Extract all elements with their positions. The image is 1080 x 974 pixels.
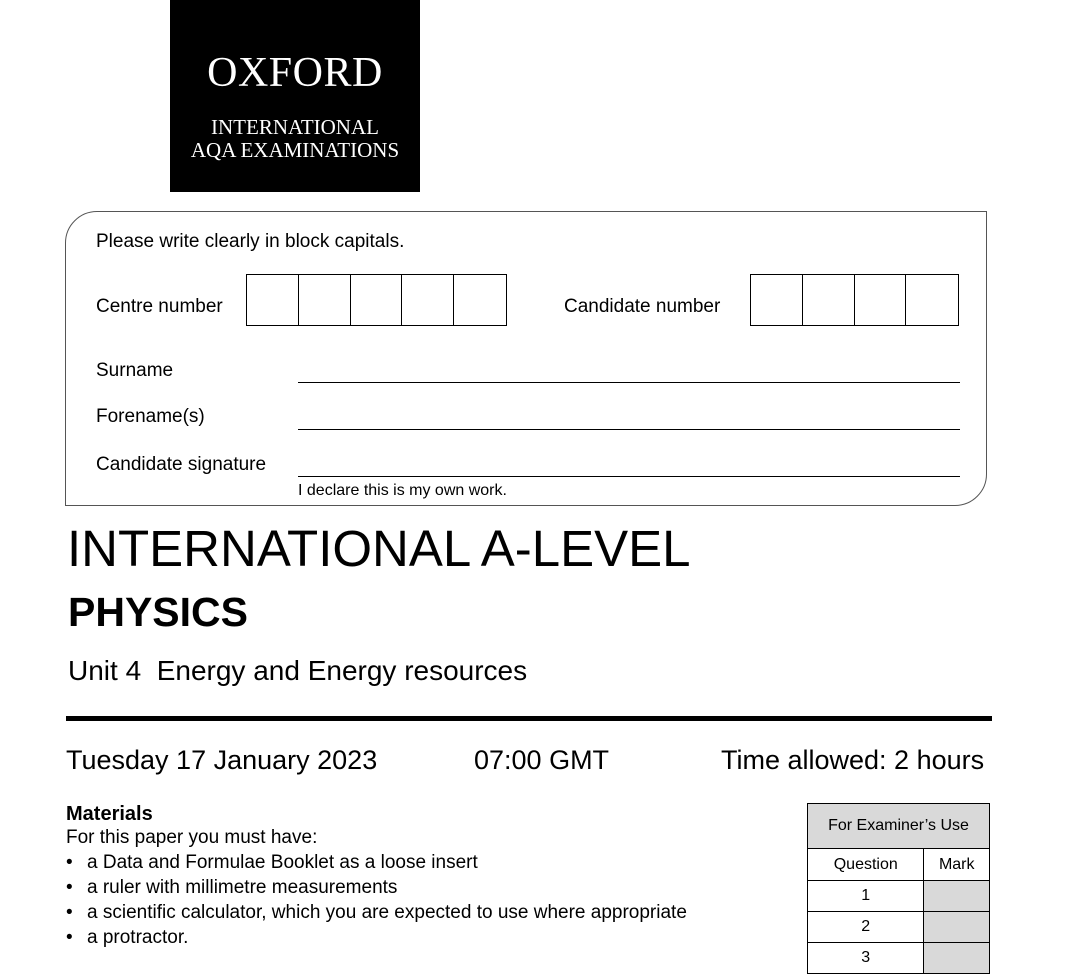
materials-list [66, 850, 687, 950]
materials-list-item: • a scientific calculator, which you are expected to use where appropriate [66, 902, 687, 923]
candidate-number-digit-box[interactable] [751, 275, 803, 325]
exam-date: Tuesday 17 January 2023 [66, 745, 378, 775]
declaration-text: I declare this is my own work. [298, 482, 507, 499]
candidate-number-digit-box[interactable] [906, 275, 958, 325]
logo-subtitle-line1: INTERNATIONAL [211, 115, 379, 139]
examiners-use-heading: For Examiner’s Use [808, 804, 990, 849]
centre-number-digit-box[interactable] [351, 275, 403, 325]
materials-intro: For this paper you must have: [66, 827, 318, 848]
examiners-use-table [807, 803, 990, 974]
mark-cell [924, 943, 990, 974]
block-capitals-instruction: Please write clearly in block capitals. [96, 231, 405, 252]
exam-time: 07:00 GMT [474, 745, 610, 775]
forenames-label: Forename(s) [96, 406, 205, 427]
question-number: 1 [808, 881, 924, 912]
forenames-field[interactable] [298, 429, 960, 430]
mark-column-header: Mark [924, 849, 990, 881]
candidate-signature-label: Candidate signature [96, 454, 267, 475]
table-row [808, 912, 990, 943]
centre-number-label: Centre number [96, 296, 223, 317]
logo-subtitle-line2: AQA EXAMINATIONS [190, 138, 400, 162]
bullet-icon: • [66, 852, 73, 873]
candidate-number-digit-box[interactable] [855, 275, 907, 325]
mark-cell [924, 881, 990, 912]
centre-number-boxes[interactable] [246, 274, 507, 326]
centre-number-digit-box[interactable] [402, 275, 454, 325]
oxford-aqa-logo [170, 0, 420, 192]
materials-list-item: • a ruler with millimetre measurements [66, 877, 398, 898]
divider-rule [66, 716, 992, 721]
question-number: 3 [808, 943, 924, 974]
surname-label: Surname [96, 360, 174, 381]
question-number: 2 [808, 912, 924, 943]
bullet-icon: • [66, 902, 73, 923]
materials-list-item: • a protractor. [66, 927, 189, 948]
candidate-number-label: Candidate number [564, 296, 721, 317]
centre-number-digit-box[interactable] [247, 275, 299, 325]
unit-title: Unit 4 Energy and Energy resources [68, 655, 528, 686]
surname-field[interactable] [298, 382, 960, 383]
question-column-header: Question [808, 849, 924, 881]
materials-heading: Materials [66, 803, 153, 825]
time-allowed: Time allowed: 2 hours [721, 745, 985, 775]
subject-title: PHYSICS [68, 589, 248, 635]
mark-cell [924, 912, 990, 943]
candidate-number-digit-box[interactable] [803, 275, 855, 325]
table-row [808, 943, 990, 974]
bullet-icon: • [66, 877, 73, 898]
materials-list-item: • a Data and Formulae Booklet as a loose insert [66, 852, 478, 873]
centre-number-digit-box[interactable] [299, 275, 351, 325]
qualification-title: INTERNATIONAL A-LEVEL [67, 520, 691, 577]
table-row [808, 881, 990, 912]
logo-title: OXFORD [207, 50, 383, 96]
candidate-number-boxes[interactable] [750, 274, 959, 326]
signature-field[interactable] [298, 476, 960, 477]
centre-number-digit-box[interactable] [454, 275, 506, 325]
bullet-icon: • [66, 927, 73, 948]
